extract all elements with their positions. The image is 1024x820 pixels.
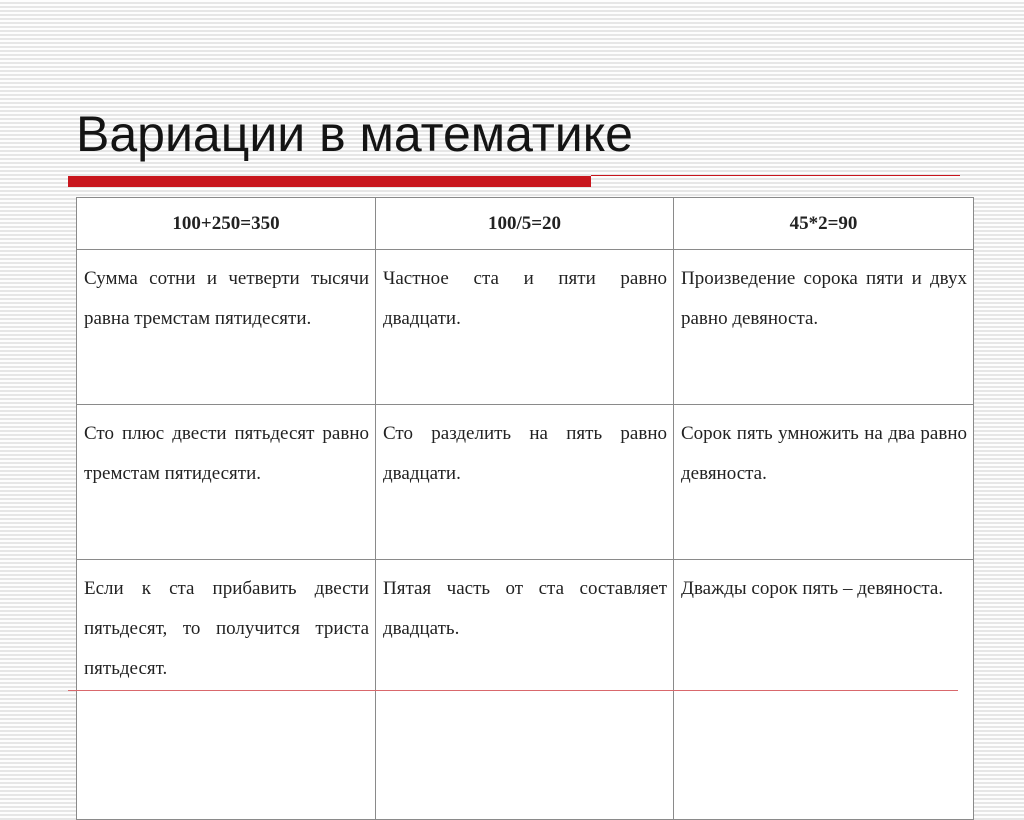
footer-accent-line bbox=[68, 690, 958, 691]
table-cell: Сто разделить на пять равно двадцати. bbox=[376, 405, 674, 560]
header-cell-sum: 100+250=350 bbox=[77, 198, 376, 250]
table-header-row bbox=[77, 198, 974, 250]
header-cell-division: 100/5=20 bbox=[376, 198, 674, 250]
table-cell: Сорок пять умножить на два равно девяноста. bbox=[674, 405, 974, 560]
table-cell: Дважды сорок пять – девяноста. bbox=[674, 560, 974, 820]
table-cell: Если к ста прибавить двести пятьдесят, то получится триста пятьдесят. bbox=[77, 560, 376, 820]
title-accent-line bbox=[591, 175, 960, 176]
table-row bbox=[77, 250, 974, 405]
variations-table bbox=[76, 197, 974, 820]
title-accent-bar bbox=[68, 176, 591, 187]
table-cell: Сто плюс двести пятьдесят равно тремстам пятидесяти. bbox=[77, 405, 376, 560]
table-cell: Пятая часть от ста составляет двадцать. bbox=[376, 560, 674, 820]
slide-title: Вариации в математике bbox=[76, 106, 633, 162]
table-cell: Произведение сорока пяти и двух равно девяноста. bbox=[674, 250, 974, 405]
table-cell: Частное ста и пяти равно двадцати. bbox=[376, 250, 674, 405]
table-cell: Сумма сотни и четверти тысячи равна тремстам пятидесяти. bbox=[77, 250, 376, 405]
header-cell-multiplication: 45*2=90 bbox=[674, 198, 974, 250]
table-row bbox=[77, 405, 974, 560]
